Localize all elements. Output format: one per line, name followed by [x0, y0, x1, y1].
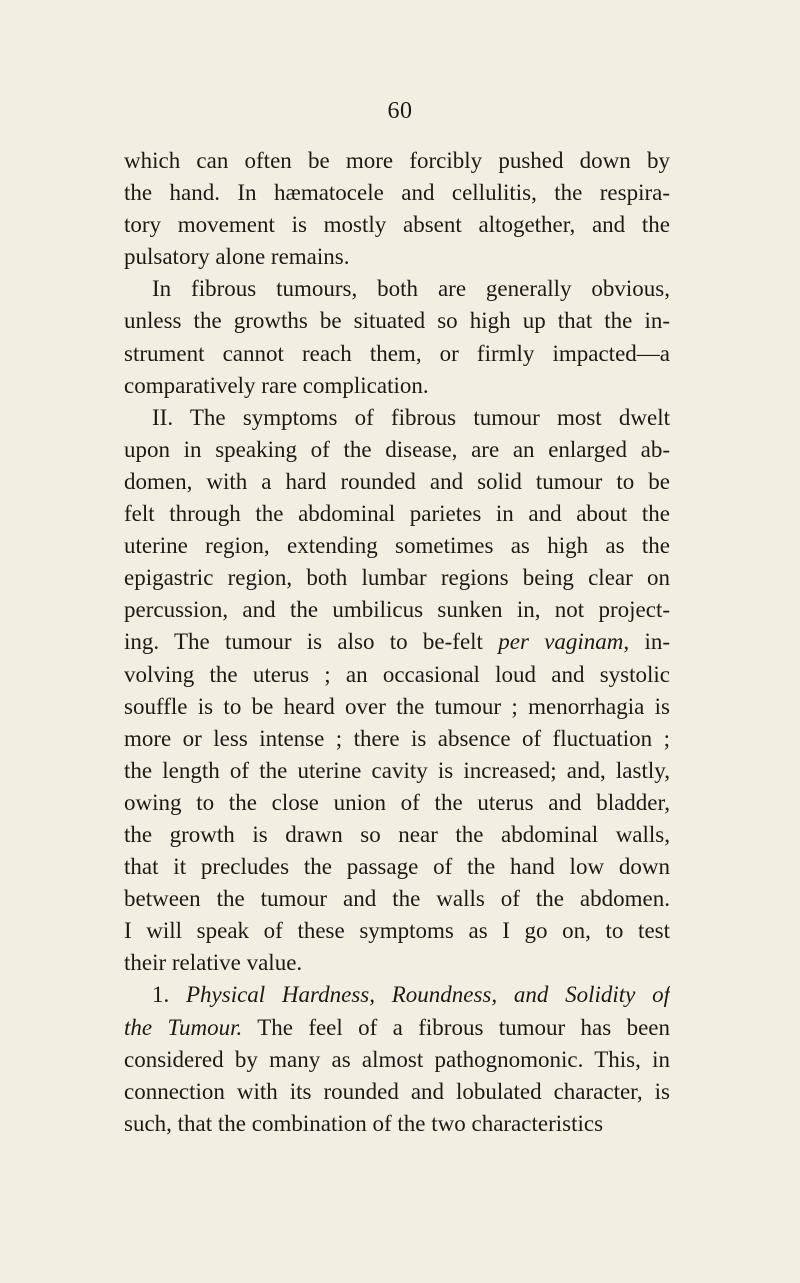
text-segment: volving the uterus ; an occasional loud and systolic [124, 661, 670, 687]
body-text [124, 145, 670, 1140]
text-segment: comparatively rare complication. [124, 372, 429, 398]
text-segment: connection with its rounded and lobulated character, is [124, 1078, 670, 1104]
italic-text: Physical Hardness, Roundness, and Solidity of [185, 982, 670, 1008]
text-segment: their relative value. [124, 950, 303, 976]
text-segment: unless the growths be situated so high up that the in- [124, 308, 670, 334]
text-line [124, 402, 670, 434]
text-segment: The feel of a fibrous tumour has been [242, 1014, 670, 1040]
text-segment: more or less intense ; there is absence of fluctuation ; [124, 725, 670, 751]
page-number: 60 [387, 98, 413, 124]
text-segment: such, that the combination of the two characteristics [124, 1110, 604, 1136]
text-segment: II. The symptoms of fibrous tumour most dwelt [152, 404, 670, 430]
paragraph [124, 145, 670, 273]
text-line [124, 594, 670, 626]
text-segment: I will speak of these symptoms as I go on, to test [124, 918, 670, 944]
text-line [124, 1108, 670, 1140]
text-segment: upon in speaking of the disease, are an enlarged ab- [124, 436, 670, 462]
text-line [124, 370, 670, 402]
text-line [124, 691, 670, 723]
text-segment: the hand. In hæmatocele and cellulitis, the respira- [124, 180, 670, 206]
italic-text: per vaginam [498, 629, 624, 655]
text-line [124, 177, 670, 209]
text-line [124, 1044, 670, 1076]
text-line [124, 562, 670, 594]
text-segment: In fibrous tumours, both are generally obvious, [152, 276, 670, 302]
text-line [124, 338, 670, 370]
paragraph [124, 402, 670, 980]
text-segment: uterine region, extending sometimes as high as the [124, 533, 670, 559]
text-segment: domen, with a hard rounded and solid tumour to be [124, 468, 670, 494]
text-line [124, 947, 670, 979]
text-segment: the length of the uterine cavity is increased; and, lastly, [124, 757, 670, 783]
text-line [124, 1076, 670, 1108]
text-segment: percussion, and the umbilicus sunken in, not project- [124, 597, 670, 623]
text-segment: ing. The tumour is also to be-felt [124, 629, 499, 655]
text-line [124, 530, 670, 562]
text-segment: which can often be more forcibly pushed down by [124, 148, 670, 173]
text-line [124, 209, 670, 241]
text-segment: considered by many as almost pathognomonic. This, in [124, 1046, 670, 1072]
text-line [124, 915, 670, 947]
text-segment: epigastric region, both lumbar regions being clear on [124, 565, 670, 591]
text-line [124, 626, 670, 658]
text-line [124, 434, 670, 466]
text-segment: souffle is to be heard over the tumour ; menorrhagia is [124, 693, 670, 719]
text-line [124, 145, 670, 177]
text-segment: strument cannot reach them, or firmly impacted—a [124, 340, 670, 366]
text-segment: felt through the abdominal parietes in and about the [124, 501, 670, 527]
text-line [124, 241, 670, 273]
text-line [124, 851, 670, 883]
italic-text: the Tumour. [124, 1014, 243, 1040]
text-line [124, 979, 670, 1011]
text-segment: 1. [152, 982, 186, 1008]
text-line [124, 466, 670, 498]
text-line [124, 787, 670, 819]
text-line [124, 273, 670, 305]
text-segment: that it precludes the passage of the hand low down [124, 854, 670, 880]
text-segment: , in- [623, 629, 670, 655]
text-line [124, 883, 670, 915]
text-segment: between the tumour and the walls of the abdomen. [124, 886, 670, 912]
text-segment: tory movement is mostly absent altogether, and the [124, 212, 670, 238]
text-segment: pulsatory alone remains. [124, 244, 350, 270]
text-line [124, 659, 670, 691]
text-line [124, 305, 670, 337]
paragraph [124, 273, 670, 401]
text-line [124, 755, 670, 787]
paragraph [124, 979, 670, 1139]
text-line [124, 723, 670, 755]
text-line [124, 498, 670, 530]
text-line [124, 819, 670, 851]
text-segment: the growth is drawn so near the abdominal walls, [124, 821, 670, 847]
text-line [124, 1012, 670, 1044]
text-segment: owing to the close union of the uterus and bladder, [124, 789, 670, 815]
